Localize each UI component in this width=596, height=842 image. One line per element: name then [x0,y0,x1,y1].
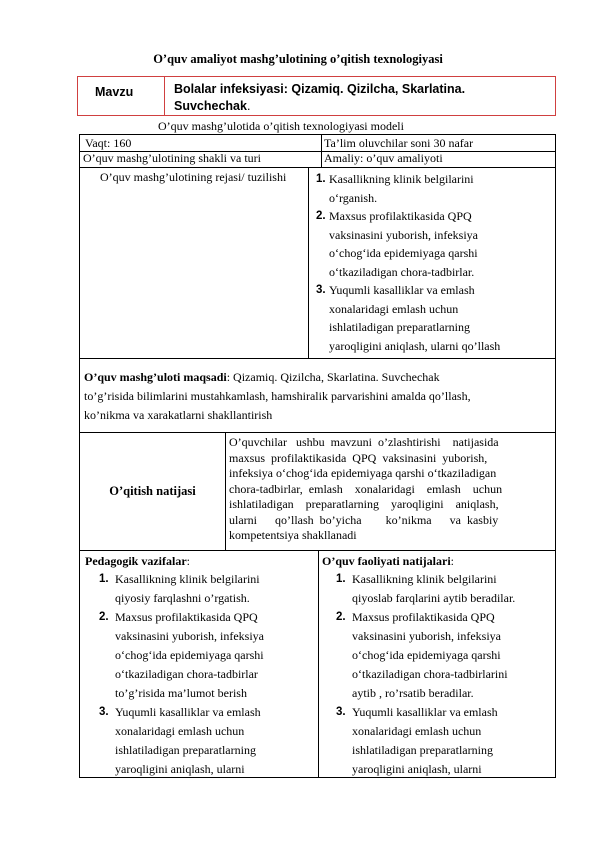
list-item-line: vaksinasini yuborish, infeksiya [329,227,478,242]
list-item-line: Maxsus profilaktikasida QPQ [352,610,495,624]
list-item [85,570,318,608]
natija-line: O’quvchilar ushbu mavzuni o’zlashtirishi natijasida [229,435,499,449]
list-item-line: o‘chog‘ida epidemiyaga qarshi [352,648,501,662]
list-item-line: aytib , ro’rsatib beradilar. [352,686,474,700]
natija-text [229,435,549,544]
list-number: 3. [316,284,326,296]
list-item-line: Yuqumli kasalliklar va emlash [115,705,261,719]
list-item-line: yaroqligini aniqlash, ularni [115,762,245,776]
list-item-line: xonalaridagi emlash uchun [352,724,482,738]
list-item-line: qiyosiy farqlashni o’rgatish. [115,591,250,605]
pedagogik-list [85,570,318,779]
list-number: 3. [99,706,109,718]
vaqt-cell: Vaqt: 160 [79,134,322,152]
reja-items-cell [308,167,556,359]
natija-label-cell: O’qitish natijasi [79,432,226,551]
list-item-line: Kasallikning klinik belgilarini [352,572,497,586]
list-item [85,703,318,779]
list-item-line: vaksinasini yuborish, infeksiya [115,629,264,643]
maqsad-cell [79,358,556,433]
list-item-line: ishlatiladigan preparatlarning [115,743,256,757]
list-item [322,608,555,703]
list-item-line: Yuqumli kasalliklar va emlash [352,705,498,719]
natija-text-cell [225,432,556,551]
model-heading: O’quv mashg’ulotida o’qitish texnologiyasi modeli [158,119,404,133]
list-number: 2. [336,611,346,623]
list-item-line: to’g’risida ma’lumot berish [115,686,247,700]
list-item-line: xonalaridagi emlash uchun [115,724,245,738]
faoliyat-list [322,570,555,779]
maqsad-line1: O’quv mashg’uloti maqsadi: Qizamiq. Qizilcha, Skarlatina. Suvchechak [84,370,440,384]
natija-line: ishlatiladigan preparatlarning yaroqligini aniqlash, [229,497,499,511]
list-item-line: qiyoslab farqlarini aytib beradilar. [352,591,516,605]
list-item-line: Kasallikning klinik belgilarini [329,172,474,186]
reja-list [316,170,555,355]
reja-label-cell: O’quv mashg’ulotining rejasi/ tuzilishi [79,167,309,359]
mavzu-value [164,76,556,116]
natija-line: chora-tadbirlar, emlash xonalaridagi emlash uchun [229,481,503,496]
list-item-line: o‘tkaziladigan chora-tadbirlarini [352,667,508,681]
list-item-line: o‘rganish. [329,190,378,205]
list-item-line: yaroqligini aniqlash, ularni qo’llash [329,338,501,353]
natija-line: infeksiya o‘chog‘ida epidemiyaga qarshi o‘tkaziladigan [229,466,497,480]
list-number: 1. [99,573,109,585]
list-number: 1. [336,573,346,585]
list-number: 1. [316,173,326,185]
natija-line: ularni qo’llash bo’yicha ko’nikma va kasbiy [229,512,499,527]
list-item-line: Maxsus profilaktikasida QPQ [115,610,258,624]
list-item-line: o‘chog‘ida epidemiyaga qarshi [329,246,478,260]
pedagogik-heading: Pedagogik vazifalar: [85,554,190,568]
list-item-line: xonalaridagi emlash uchun [329,301,459,316]
list-item [322,570,555,608]
list-item [85,608,318,703]
list-item-line: o‘tkaziladigan chora-tadbirlar [115,667,258,681]
maqsad-line3: ko’nikma va xarakatlarni shakllantirish [84,408,273,422]
talim-soni-cell: Ta’lim oluvchilar soni 30 nafar [321,134,556,152]
list-item-line: Yuqumli kasalliklar va emlash [329,283,475,297]
list-number: 2. [316,210,326,222]
list-item-line: vaksinasini yuborish, infeksiya [352,629,501,643]
list-item [322,703,555,779]
list-number: 3. [336,706,346,718]
pedagogik-cell [79,550,319,778]
list-item-line: Maxsus profilaktikasida QPQ [329,209,472,223]
amaliy-cell: Amaliy: o’quv amaliyoti [321,151,556,168]
faoliyat-heading: O’quv faoliyati natijalari: [322,554,455,568]
natija-line: kompetentsiya shakllanadi [229,528,357,542]
mavzu-value-line2: Suvchechak. [174,99,251,113]
list-item-line: yaroqligini aniqlash, ularni [352,762,482,776]
document-title: O’quv amaliyot mashg’ulotining o’qitish texnologiyasi [153,52,443,66]
mavzu-label: Mavzu [77,76,165,116]
list-item-line: o‘tkaziladigan chora-tadbirlar. [329,264,475,279]
list-item-line: ishlatiladigan preparatlarning [329,320,470,334]
list-item [316,207,555,281]
shakli-cell: O’quv mashg’ulotining shakli va turi [79,151,322,168]
list-number: 2. [99,611,109,623]
maqsad-label: O’quv mashg’uloti maqsadi [84,370,227,384]
list-item-line: o‘chog‘ida epidemiyaga qarshi [115,648,264,662]
mavzu-value-line1: Bolalar infeksiyasi: Qizamiq. Qizilcha, Skarlatina. [174,82,466,96]
faoliyat-cell [318,550,556,778]
natija-line: maxsus profilaktikasida QPQ vaksinasini yuborish, [229,450,488,465]
list-item [316,281,555,355]
maqsad-line2: to’g’risida bilimlarini mustahkamlash, hamshiralik parvarishini amalda qo’llash, [84,389,471,403]
list-item-line: Kasallikning klinik belgilarini [115,572,260,586]
list-item-line: ishlatiladigan preparatlarning [352,743,493,757]
list-item [316,170,555,207]
